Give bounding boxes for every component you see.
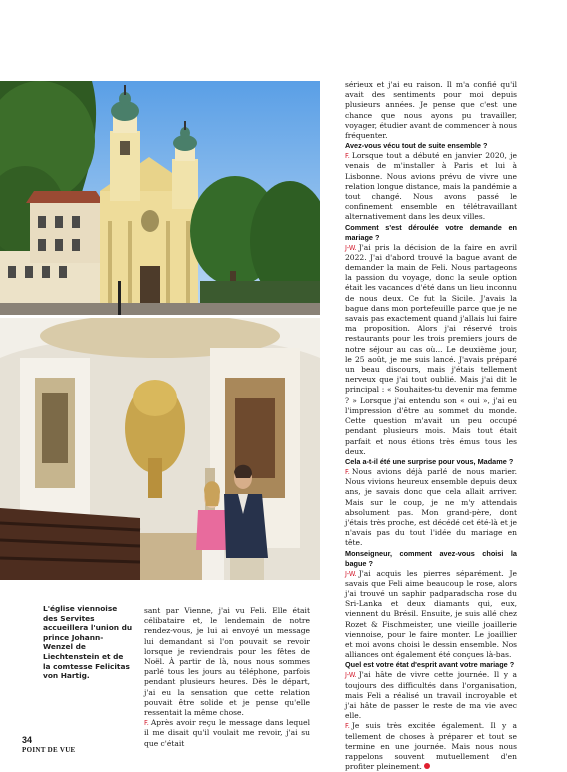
- article-paragraph: sant par Vienne, j'ai vu Feli. Elle était célibataire et, le lendemain de notre rendez-vous, je lui ai envoyé un message lui demandant si l'on pouvait se revoir lorsque je reviendrais pour les fêtes de Noël. À partir de là, nous nous sommes parlé tous les jours au téléphone, parfois pendant plusieurs heures. Dès le départ, j'ai eu la sensation que cette relation pouvait être solide et je pense qu'elle ressentait la même chose.: [144, 606, 310, 718]
- speaker-label: J-W.: [345, 243, 357, 252]
- end-mark-icon: [424, 763, 430, 769]
- church-exterior-photo: [0, 81, 320, 315]
- answer-paragraph: [345, 670, 517, 721]
- answer-paragraph: [345, 151, 517, 222]
- answer-text: Après avoir reçu le message dans lequel il me disait qu'il voulait me revoir, j'ai su que c'était: [144, 718, 310, 748]
- magazine-name: POINT DE VUE: [22, 746, 76, 754]
- answer-text: Nous avions déjà parlé de nous marier. Nous vivions heureux ensemble depuis deux ans, je savais donc que cela allait arriver. Mais sur le coup, je ne m'y attendais absolument pas. Mon grand-père, dont j'étais très proche, est décédé cet été-là et je n'avais pas du tout l'idée du mariage en tête.: [345, 466, 517, 548]
- interview-question: Cela a-t-il été une surprise pour vous, Madame ?: [345, 456, 514, 466]
- interview-question: Monseigneur, comment avez-vous choisi la bague ?: [345, 548, 517, 568]
- interview-question: Avez-vous vécu tout de suite ensemble ?: [345, 141, 488, 151]
- answer-paragraph: [345, 569, 517, 661]
- speaker-label: F.: [345, 722, 350, 731]
- answer-text: J'ai acquis les pierres séparément. Je savais que Feli aime beaucoup le rose, alors j'ai trouvé un saphir padparadscha rose du Sri-Lanka et deux diamants qui, eux, viennent du Brésil. Ensuite, je suis allé chez Rozet & Fischmeister, une vieille joaillerie viennoise, pour le faire monter. Le joaillier et moi avons choisi le dessin ensemble. Nos alliances ont également été conçues là-bas.: [345, 568, 517, 660]
- article-paragraph: [144, 718, 310, 749]
- page-number: 34: [22, 735, 33, 745]
- church-interior-couple-photo: [0, 318, 320, 580]
- answer-paragraph: [345, 243, 517, 457]
- article-column-right: [345, 80, 517, 772]
- answer-text: J'ai hâte de vivre cette journée. Il y a toujours des difficultés dans l'organisation, mais Feli a réalisé un travail incroyable et j'ai hâte de passer le reste de ma vie avec elle.: [345, 670, 517, 721]
- article-paragraph: sérieux et j'ai eu raison. Il m'a confié qu'il avait des sentiments pour moi depuis plusieurs années. Je pense que c'est une chance que nous ayons pu travailler, voyager, étudier avant de commencer à nous fréquenter.: [345, 80, 517, 141]
- answer-text: Lorsque tout a débuté en janvier 2020, je venais de m'installer à Paris et lui à Lisbonne. Nous avions prévu de vivre une relation longue distance, mais la pandémie a tout changé. Nous avons passé le confinement ensemble en télétravaillant alternativement dans les deux villes.: [345, 151, 517, 222]
- speaker-label: F.: [345, 152, 350, 161]
- speaker-label: J-W.: [345, 671, 357, 680]
- speaker-label: J-W.: [345, 569, 357, 578]
- interview-question: Comment s'est déroulée votre demande en mariage ?: [345, 222, 517, 242]
- answer-text: Je suis très excitée également. Il y a tellement de choses à préparer et tout se termine en une journée. Mais nous nous rappelons souvent mutuellement d'en profiter pleinement.: [345, 721, 517, 772]
- answer-text: J'ai pris la décision de la faire en avril 2022. J'ai d'abord trouvé la bague avant de demander la main de Feli. Nous partageons la passion du voyage, donc la seule option était les vacances d'été dans un lieu inconnu de nous deux. Ce fut la Sicile. J'avais la bague dans mon portefeuille parce que je ne savais pas exactement quand j'allais lui faire ma proposition. Alors j'ai réservé trois restaurants pour les trois premiers jours de notre séjour au cas où... Le deuxième jour, le 25 août, je me suis lancé. J'avais préparé un beau discours, mais j'étais tellement nerveux que j'ai tout oublié. Mais j'ai dit le principal : « Souhaites-tu devenir ma femme ? » Lorsque j'ai entendu son « oui », j'ai eu l'impression d'être au sommet du monde. Cette question m'avait un peu occupé pendant plusieurs mois. Mais tout était parfait et nous étions très émus tous les deux.: [345, 242, 517, 456]
- interview-question: Quel est votre état d'esprit avant votre mariage ?: [345, 660, 515, 670]
- speaker-label: F.: [144, 719, 149, 728]
- answer-paragraph: [345, 467, 517, 549]
- answer-paragraph: [345, 721, 517, 772]
- photo-caption: L'église viennoise des Servites accueillera l'union du prince Johann-Wenzel de Liechtenstein et de la comtesse Felicitas von Hartig.: [43, 604, 133, 681]
- speaker-label: F.: [345, 467, 350, 476]
- article-column-left: [144, 606, 310, 749]
